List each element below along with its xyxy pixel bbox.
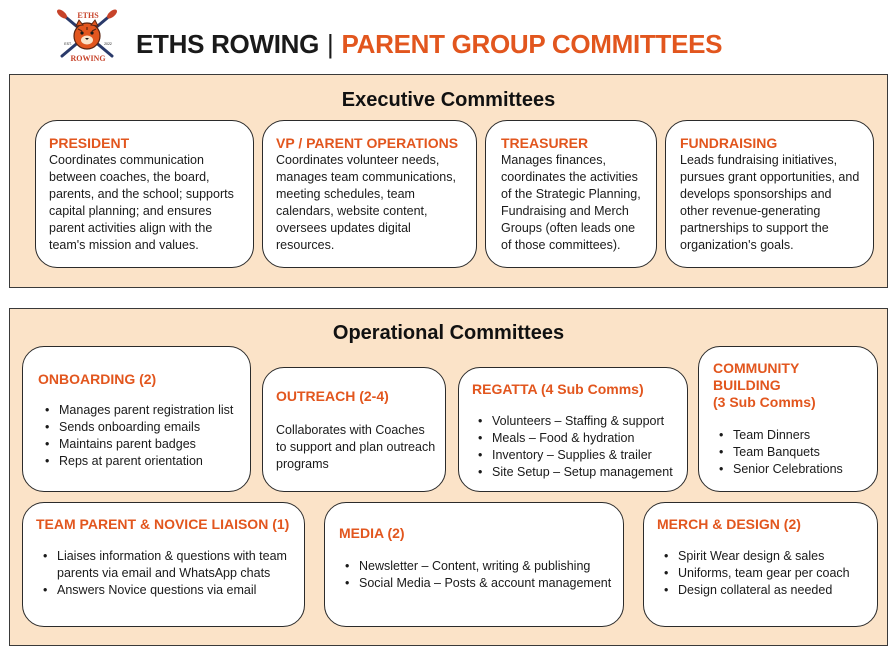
media-card xyxy=(324,502,624,627)
bullet-list xyxy=(662,548,850,599)
card-description xyxy=(276,422,435,473)
card-description xyxy=(49,152,234,254)
list-item: • Site Setup – Setup management xyxy=(476,464,673,481)
desc-line: of those committees). xyxy=(501,238,621,252)
title-line: (3 Sub Comms) xyxy=(713,394,816,410)
onboarding-card xyxy=(22,346,251,492)
title-separator: | xyxy=(327,29,334,59)
desc-line: Groups (often leads one xyxy=(501,221,636,235)
eths-rowing-logo xyxy=(56,8,120,64)
card-description xyxy=(680,152,859,254)
list-item xyxy=(41,548,287,582)
merch-design-card xyxy=(643,502,878,627)
list-item: • Meals – Food & hydration xyxy=(476,430,673,447)
desc-line: Leads fundraising initiatives, xyxy=(680,153,838,167)
operational-committees-panel xyxy=(9,308,888,646)
card-title: MEDIA (2) xyxy=(339,525,405,541)
card-description xyxy=(276,152,456,254)
executive-committees-title: Executive Committees xyxy=(341,89,556,111)
vp-parent-operations-card xyxy=(262,120,477,268)
desc-line: organization's goals. xyxy=(680,238,794,252)
treasurer-card xyxy=(485,120,657,268)
list-item: • Manages parent registration list xyxy=(43,402,233,419)
president-card xyxy=(35,120,254,268)
desc-line: Coordinates communication xyxy=(49,153,204,167)
list-item: • Team Banquets xyxy=(717,444,843,461)
desc-line: pursues grant opportunities, and xyxy=(680,170,860,184)
desc-line: partnerships to support the xyxy=(680,221,829,235)
desc-line: other revenue-generating xyxy=(680,204,821,218)
bullet-list xyxy=(476,413,673,481)
svg-text:ROWING: ROWING xyxy=(70,54,106,63)
card-title: VP / PARENT OPERATIONS xyxy=(276,135,459,151)
list-item: • Senior Celebrations xyxy=(717,461,843,478)
regatta-card xyxy=(458,367,688,492)
desc-line: calendars, website content, xyxy=(276,204,428,218)
list-item: • Volunteers – Staffing & support xyxy=(476,413,673,430)
card-title: OUTREACH (2-4) xyxy=(276,388,389,404)
desc-line: Collaborates with Coaches xyxy=(276,423,425,437)
executive-committees-panel xyxy=(9,74,888,288)
svg-text:ETHS: ETHS xyxy=(77,11,99,20)
desc-line: team's mission and values. xyxy=(49,238,199,252)
list-item: • Sends onboarding emails xyxy=(43,419,233,436)
team-parent-novice-liaison-card xyxy=(22,502,305,627)
list-item: • Reps at parent orientation xyxy=(43,453,233,470)
desc-line: parent activities align with the xyxy=(49,221,213,235)
desc-line: manages team communications, xyxy=(276,170,456,184)
list-item-line: • Answers Novice questions via email xyxy=(57,583,257,597)
desc-line: capital planning; and ensures xyxy=(49,204,212,218)
title-line: COMMUNITY xyxy=(713,360,800,376)
brand-name: ETHS ROWING xyxy=(136,29,320,59)
desc-line: parents, and the school; supports xyxy=(49,187,234,201)
list-item: • Spirit Wear design & sales xyxy=(662,548,850,565)
desc-line: Manages finances, xyxy=(501,153,606,167)
list-item: • Newsletter – Content, writing & publishing xyxy=(343,558,611,575)
card-title: TREASURER xyxy=(501,135,589,151)
card-title: MERCH & DESIGN (2) xyxy=(657,516,801,532)
list-item: • Social Media – Posts & account management xyxy=(343,575,611,592)
desc-line: between coaches, the board, xyxy=(49,170,210,184)
card-description xyxy=(501,152,641,254)
desc-line: to support and plan outreach xyxy=(276,440,436,454)
desc-line: programs xyxy=(276,457,329,471)
bullet-list xyxy=(43,402,233,470)
page-title xyxy=(136,29,722,60)
bullet-list xyxy=(717,427,843,478)
list-item: • Team Dinners xyxy=(717,427,843,444)
title-line: BUILDING xyxy=(713,377,781,393)
community-building-card xyxy=(698,346,878,492)
fundraising-card xyxy=(665,120,874,268)
list-item-line: parents via email and WhatsApp chats xyxy=(57,566,271,580)
bullet-list xyxy=(343,558,611,592)
list-item: • Design collateral as needed xyxy=(662,582,850,599)
bullet-list xyxy=(41,548,287,599)
card-title: PRESIDENT xyxy=(49,135,130,151)
card-title: TEAM PARENT & NOVICE LIAISON (1) xyxy=(36,516,290,532)
desc-line: of the Strategic Planning, xyxy=(501,187,641,201)
card-title: ONBOARDING (2) xyxy=(38,371,157,387)
card-title xyxy=(713,360,816,411)
svg-text:2022: 2022 xyxy=(104,42,112,46)
list-item xyxy=(41,582,287,599)
desc-line: Coordinates volunteer needs, xyxy=(276,153,440,167)
desc-line: coordinates the activities xyxy=(501,170,638,184)
desc-line: meeting schedules, team xyxy=(276,187,415,201)
outreach-card xyxy=(262,367,446,492)
page-subtitle: PARENT GROUP COMMITTEES xyxy=(341,29,723,59)
card-title: REGATTA (4 Sub Comms) xyxy=(472,381,644,397)
desc-line: develops sponsorships and xyxy=(680,187,832,201)
list-item: • Maintains parent badges xyxy=(43,436,233,453)
list-item: • Inventory – Supplies & trailer xyxy=(476,447,673,464)
desc-line: oversees updates digital xyxy=(276,221,411,235)
list-item: • Uniforms, team gear per coach xyxy=(662,565,850,582)
operational-committees-title: Operational Committees xyxy=(332,322,565,344)
desc-line: resources. xyxy=(276,238,335,252)
svg-text:EST.: EST. xyxy=(64,42,72,46)
header xyxy=(56,8,876,64)
tiger-crest-icon xyxy=(56,8,120,64)
list-item-line: • Liaises information & questions with team xyxy=(57,549,287,563)
card-title: FUNDRAISING xyxy=(680,135,778,151)
desc-line: Fundraising and Merch xyxy=(501,204,629,218)
